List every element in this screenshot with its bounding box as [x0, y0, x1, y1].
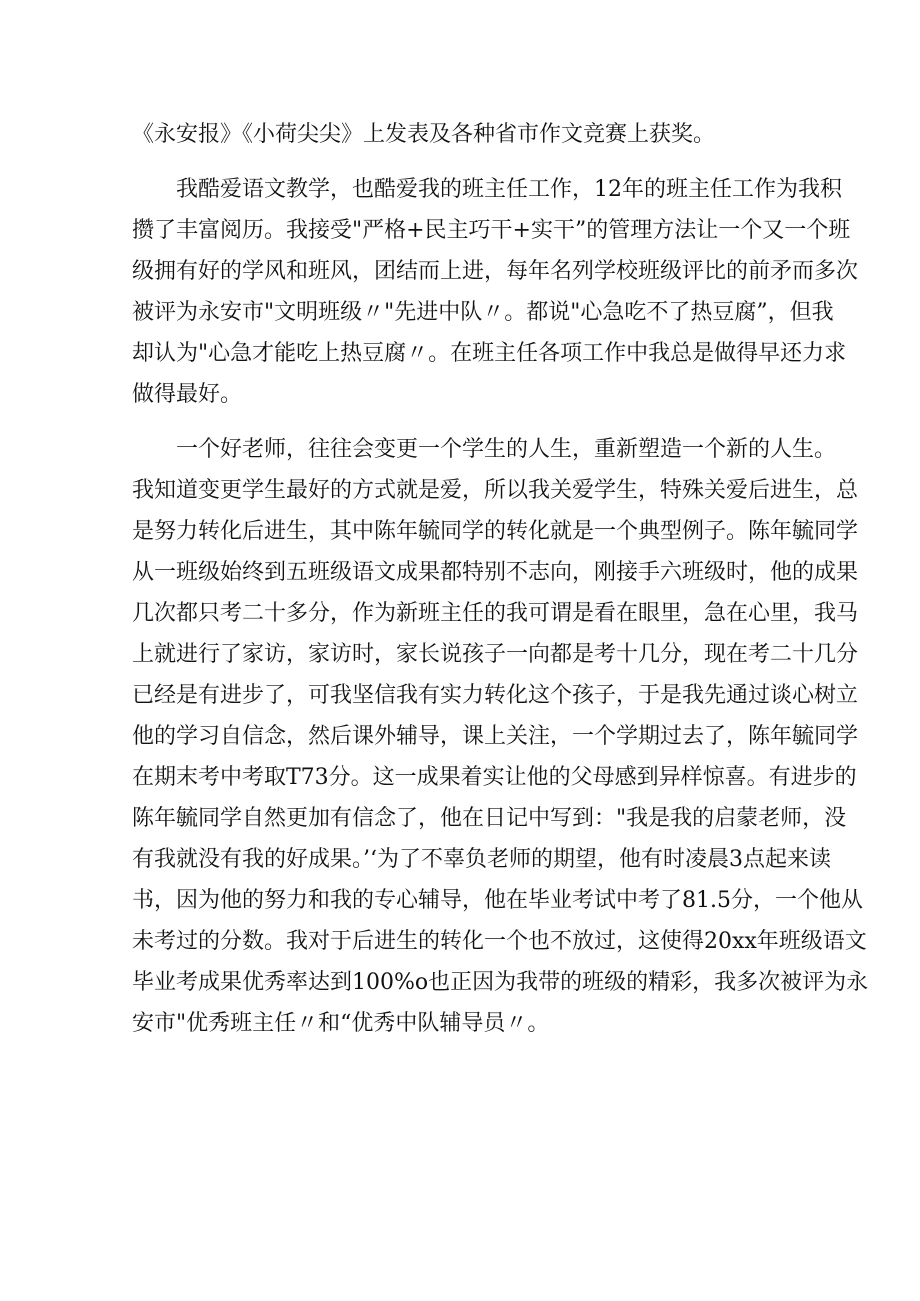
- paragraph-3: [132, 429, 869, 1044]
- text-line: 毕业考成果优秀率达到100%o也正因为我带的班级的精彩，我多次被评为永: [132, 970, 869, 995]
- text-line: 有我就没有我的好成果。’‘为了不辜负老师的期望，他有时凌晨3点起来读: [132, 847, 831, 872]
- text-line: 做得最好。: [132, 382, 243, 407]
- text-line: 我知道变更学生最好的方式就是爱，所以我关爱学生，特殊关爱后进生，总: [132, 478, 859, 503]
- text-line: 已经是有进步了，可我坚信我有实力转化这个孩子，于是我先通过谈心树立: [132, 683, 859, 708]
- text-line: 安市"优秀班主任〃和“优秀中队辅导员〃。: [132, 1011, 550, 1036]
- text-line: 在期末考中考取T73分。这一成果着实让他的父母感到异样惊喜。有进步的: [132, 765, 857, 790]
- text-line: 却认为"心急才能吃上热豆腐〃。在班主任各项工作中我总是做得早还力求: [132, 341, 847, 366]
- text-line: 书，因为他的努力和我的专心辅导，他在毕业考试中考了81.5分，一个他从: [132, 888, 863, 913]
- text-line: 级拥有好的学风和班风，团结而上进，每年名列学校班级评比的前矛而多次: [132, 259, 859, 284]
- text-line: 被评为永安市"文明班级〃"先进中队〃。都说"心急吃不了热豆腐”，但我: [132, 300, 834, 325]
- text-line: 一个好老师，往往会变更一个学生的人生，重新塑造一个新的人生。: [176, 437, 837, 462]
- text-line: 陈年毓同学自然更加有信念了，他在日记中写到："我是我的启蒙老师，没: [132, 806, 847, 831]
- text-line: 未考过的分数。我对于后进生的转化一个也不放过，这使得20xx年班级语文: [132, 929, 867, 954]
- text-line: 上就进行了家访，家访时，家长说孩子一向都是考十几分，现在考二十几分: [132, 642, 859, 667]
- paragraph-1: [132, 114, 792, 155]
- text-line: 攒了丰富阅历。我接受"严格+民主巧干+实干”的管理方法让一个又一个班: [132, 218, 851, 243]
- document-body: [132, 114, 869, 1044]
- text-line: 他的学习自信念，然后课外辅导，课上关注，一个学期过去了，陈年毓同学: [132, 724, 859, 749]
- text-line: 几次都只考二十多分，作为新班主任的我可谓是看在眼里，急在心里，我马: [132, 601, 859, 626]
- paragraph-2: [132, 169, 859, 415]
- text-line: 是努力转化后进生，其中陈年毓同学的转化就是一个典型例子。陈年毓同学: [132, 519, 859, 544]
- text-line: 从一班级始终到五班级语文成果都特别不志向，刚接手六班级时，他的成果: [132, 560, 859, 585]
- text-line: 我酷爱语文教学，也酷爱我的班主任工作，12年的班主任工作为我积: [176, 177, 842, 202]
- text-line: 《永安报》《小荷尖尖》上发表及各种省市作文竞赛上获奖。: [132, 122, 716, 147]
